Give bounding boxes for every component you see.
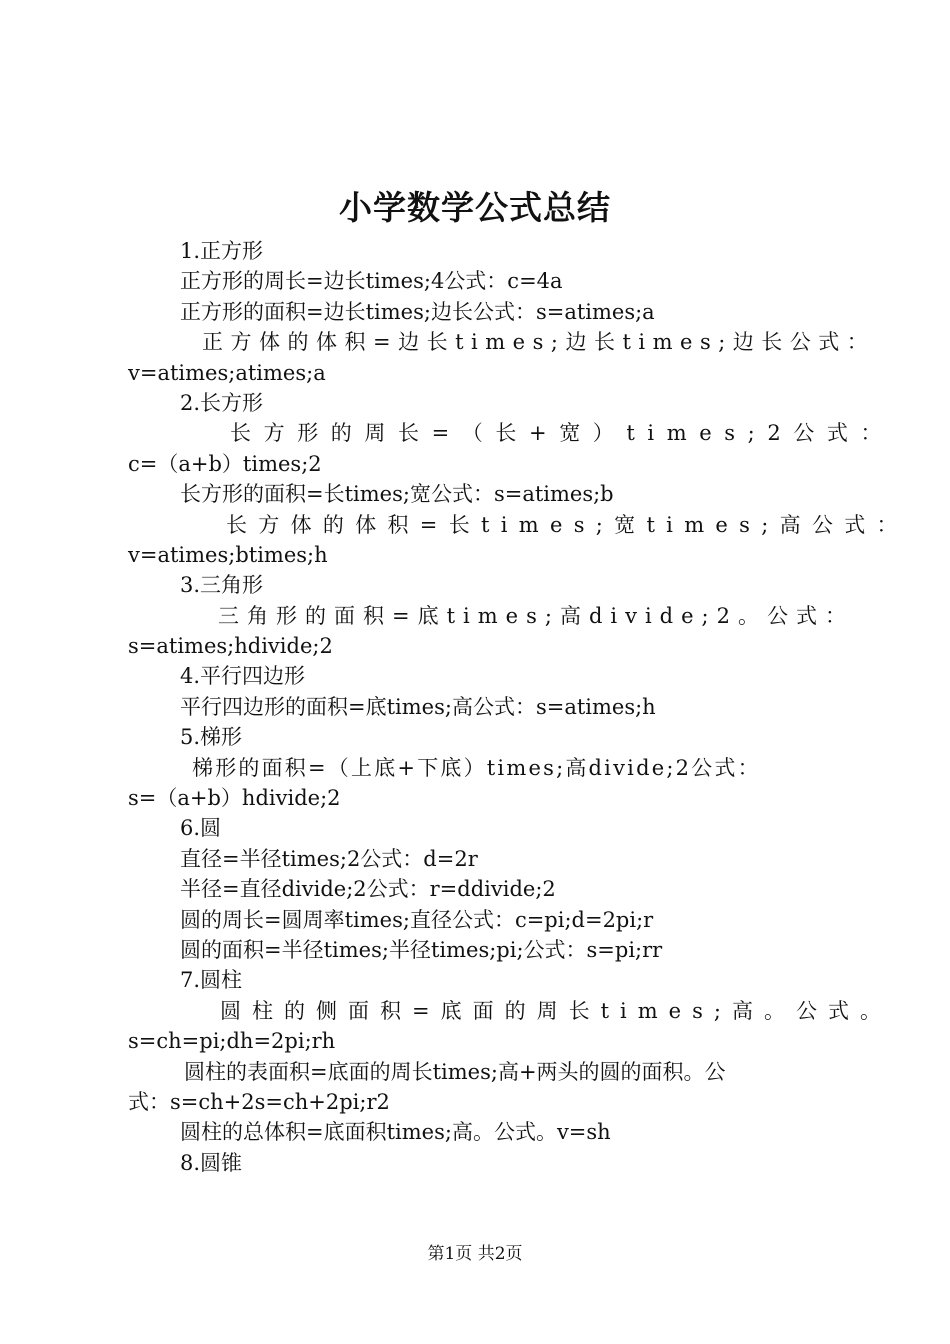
heading-triangle: 3.三角形 xyxy=(180,573,264,598)
text-line: s=（a+b）hdivide;2 xyxy=(128,786,341,811)
text-line: v=atimes;atimes;a xyxy=(128,360,326,385)
text-line-justified xyxy=(128,510,909,540)
text-line: 长方形的面积=长times;宽公式：s=atimes;b xyxy=(180,482,614,507)
text-line: 直径=半径times;2公式：d=2r xyxy=(180,846,478,871)
text-line: v=atimes;btimes;h xyxy=(128,542,328,567)
document-body xyxy=(128,236,909,1178)
text-line-justified xyxy=(128,418,895,448)
heading-parallelogram: 4.平行四边形 xyxy=(180,664,306,689)
text-line: 平行四边形的面积=底times;高公式：s=atimes;h xyxy=(180,694,656,719)
heading-trapezoid: 5.梯形 xyxy=(180,725,243,750)
text-line-justified xyxy=(128,327,876,357)
text-line-justified xyxy=(128,996,892,1026)
text-line: 长方形的周长=（长+宽）times;2公式： xyxy=(230,421,895,446)
text-line: 正方形的周长=边长times;4公式：c=4a xyxy=(180,269,563,294)
text-line: 半径=直径divide;2公式：r=ddivide;2 xyxy=(180,877,556,902)
text-line: s=ch=pi;dh=2pi;rh xyxy=(128,1029,336,1054)
heading-square: 1.正方形 xyxy=(180,239,264,263)
text-line: 圆的面积=半径times;半径times;pi;公式：s=pi;rr xyxy=(180,937,663,962)
text-line: 圆柱的总体积=底面积times;高。公式。v=sh xyxy=(180,1120,611,1145)
page-footer: 第1页 共2页 xyxy=(427,1244,523,1264)
document-title: 小学数学公式总结 xyxy=(339,188,611,227)
heading-cylinder: 7.圆柱 xyxy=(180,968,243,993)
text-line: 三角形的面积=底times;高divide;2。公式： xyxy=(218,603,854,628)
text-line: 圆的周长=圆周率times;直径公式：c=pi;d=2pi;r xyxy=(180,907,654,932)
heading-cone: 8.圆锥 xyxy=(180,1150,243,1175)
heading-circle: 6.圆 xyxy=(180,816,222,841)
text-line-justified xyxy=(128,601,854,631)
text-line: 长方体的体积=长times;宽times;高公式： xyxy=(226,512,909,537)
text-line: s=atimes;hdivide;2 xyxy=(128,634,333,659)
text-line: 梯形的面积=（上底+下底）times;高divide;2公式： xyxy=(192,755,761,780)
text-line: c=（a+b）times;2 xyxy=(128,451,322,476)
text-line: 正方体的体积=边长times;边长times;边长公式： xyxy=(202,330,876,355)
text-line-justified xyxy=(128,753,828,783)
text-line: 正方形的面积=边长times;边长公式：s=atimes;a xyxy=(180,299,655,324)
text-line: 圆柱的表面积=底面的周长times;高+两头的圆的面积。公 xyxy=(184,1059,726,1084)
heading-rectangle: 2.长方形 xyxy=(180,390,264,415)
text-line: 式：s=ch+2s=ch+2pi;r2 xyxy=(128,1089,390,1114)
text-line: 圆柱的侧面积=底面的周长times;高。公式。 xyxy=(220,998,892,1023)
